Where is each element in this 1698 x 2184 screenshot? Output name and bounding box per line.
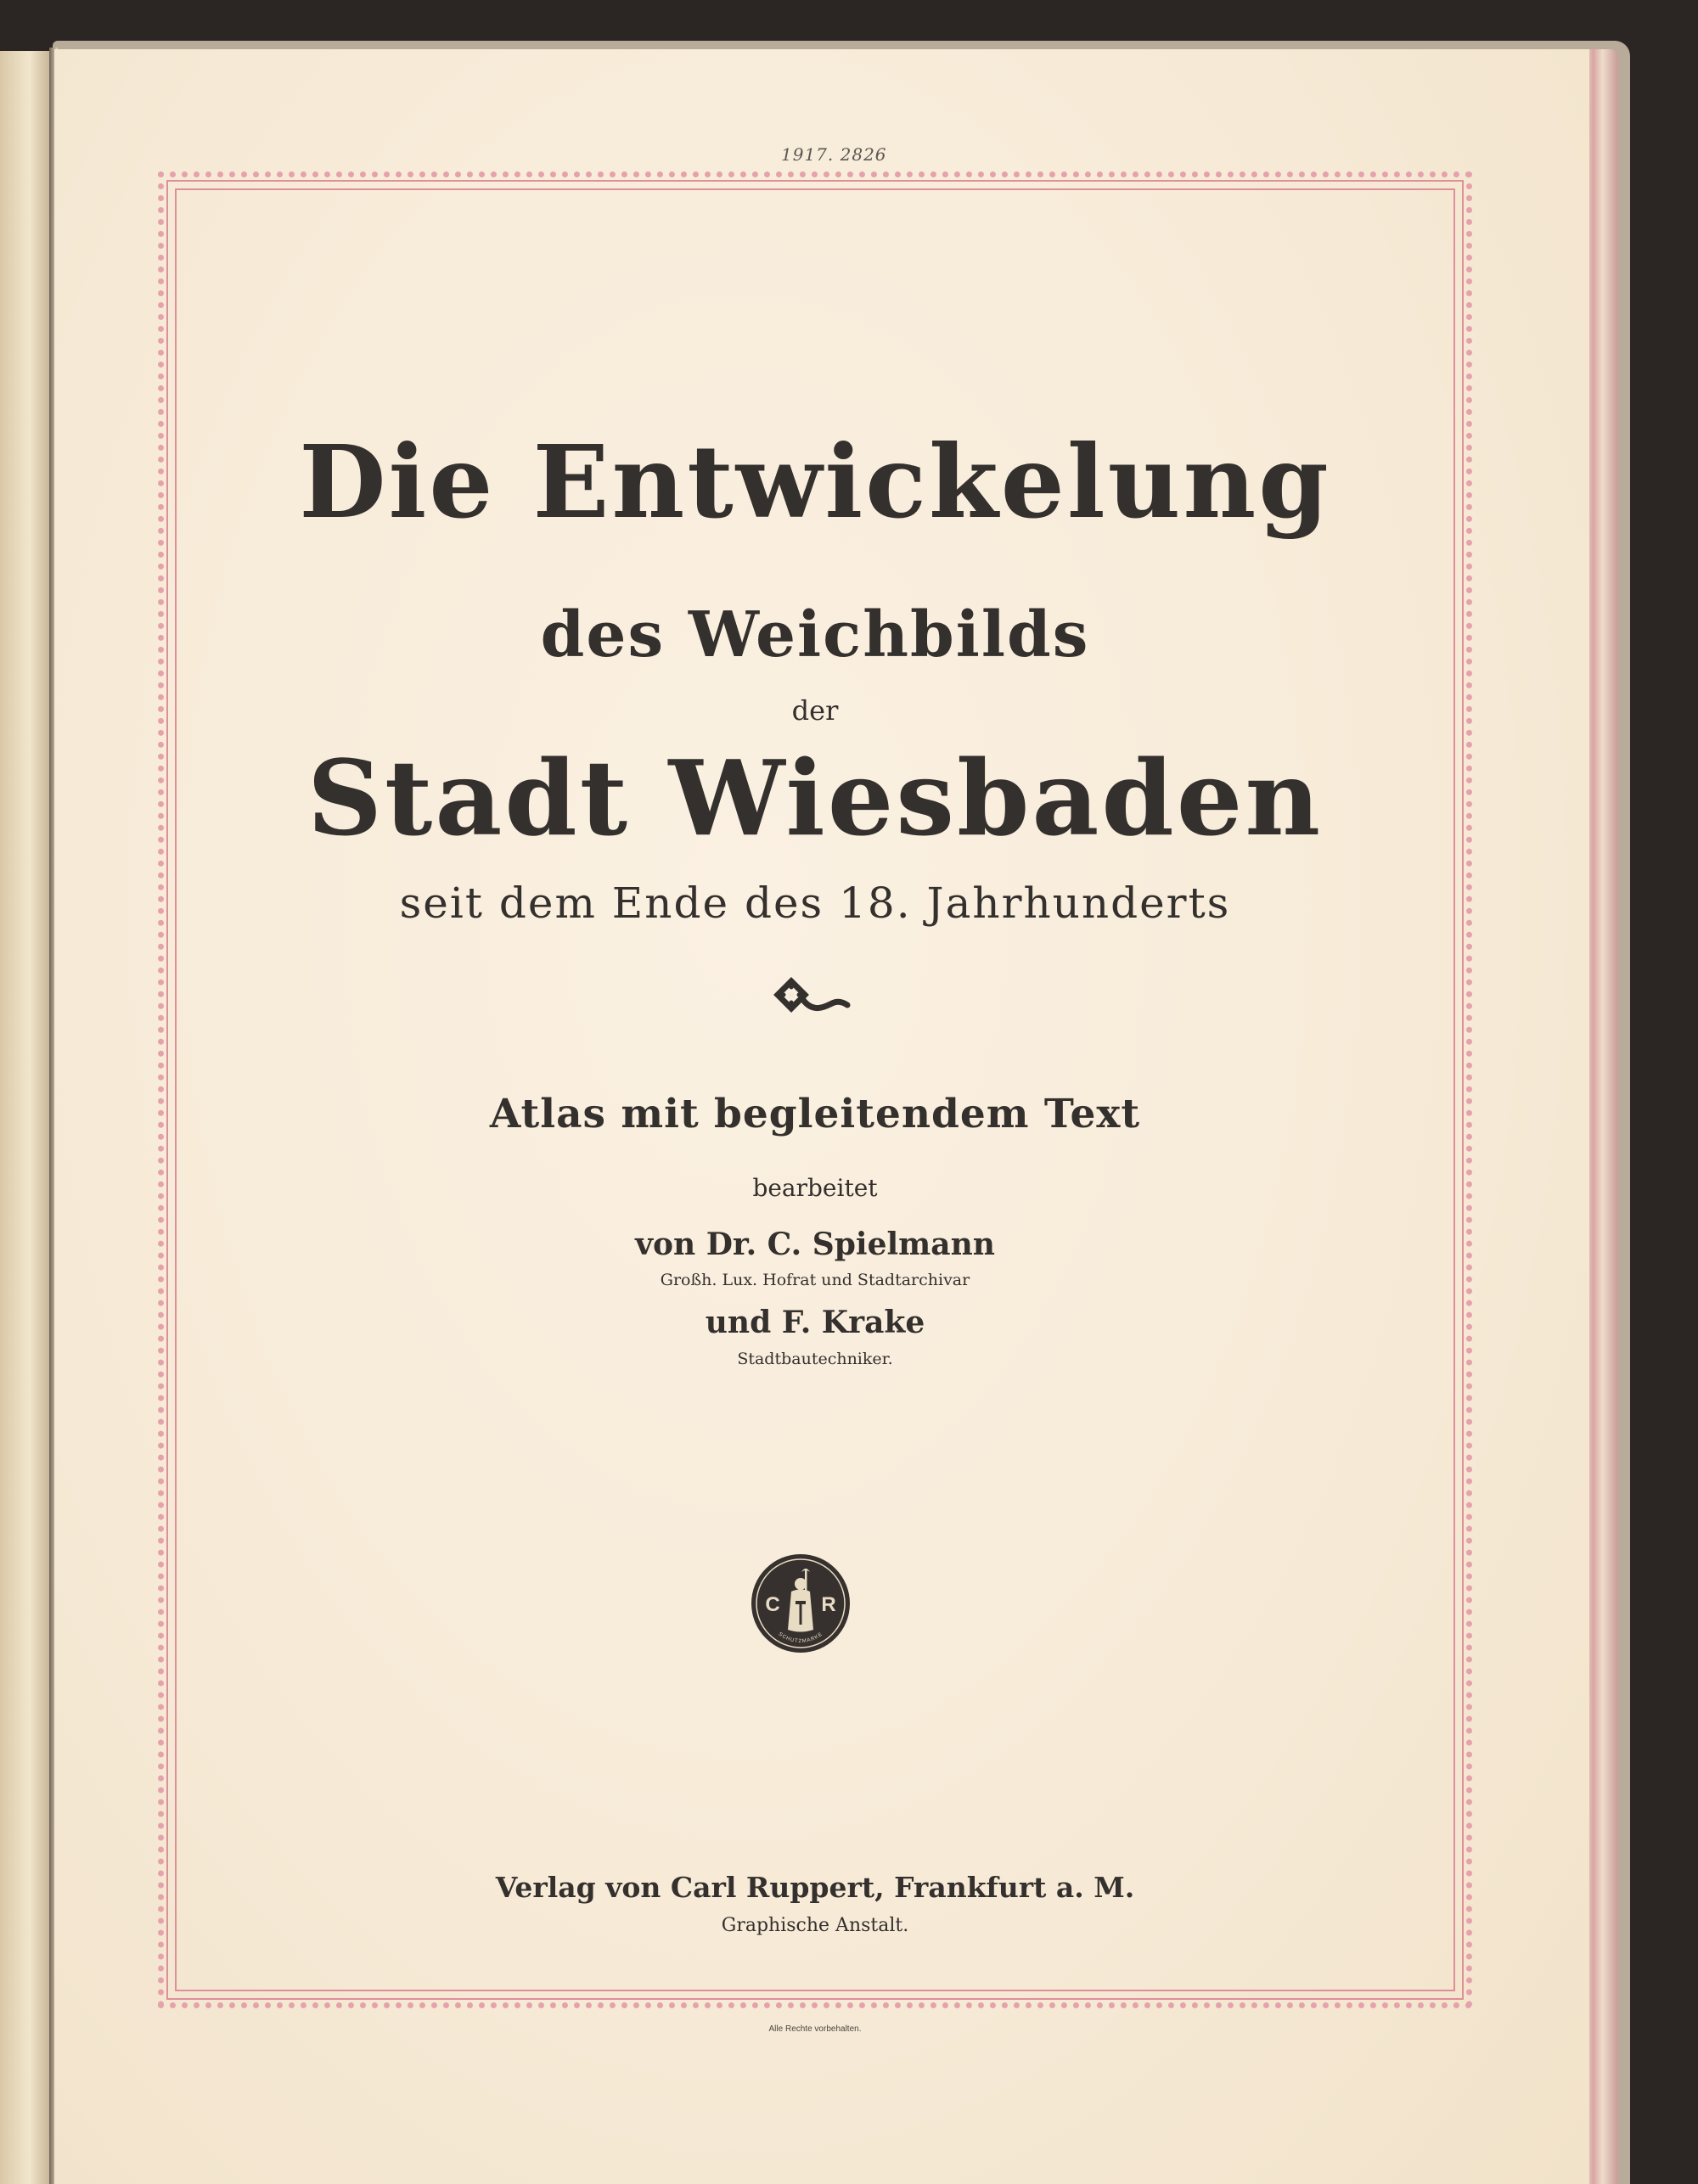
title-line-3: der [791, 694, 839, 727]
author-role: Großh. Lux. Hofrat und Stadtarchivar [660, 1271, 970, 1289]
facing-page-edge [0, 51, 49, 2184]
fleuron-ornament-icon [773, 974, 851, 1017]
title-line-1: Die Entwickelung [299, 423, 1331, 541]
author-name: und F. Krake [705, 1305, 925, 1340]
rights-note: Alle Rechte vorbehalten. [768, 2024, 862, 2034]
subtitle: Atlas mit begleitendem Text [489, 1091, 1141, 1137]
publisher-mark-letter: R [821, 1593, 836, 1616]
title-line-5: seit dem Ende des 18. Jahrhunderts [399, 879, 1231, 928]
publisher-line: Verlag von Carl Ruppert, Frankfurt a. M. [495, 1871, 1135, 1904]
edited-label: bearbeitet [752, 1174, 878, 1202]
publisher-subline: Graphische Anstalt. [721, 1915, 909, 1936]
author-name: von Dr. C. Spielmann [635, 1227, 995, 1262]
author-role: Stadtbautechniker. [737, 1350, 893, 1368]
publisher-mark-letter: C [765, 1593, 780, 1616]
publisher-logo-icon [749, 1552, 852, 1655]
title-line-2: des Weichbilds [540, 598, 1090, 671]
publisher-mark-ring-text: SCHUTZMARKE [777, 1631, 824, 1645]
title-line-4: Stadt Wiesbaden [306, 737, 1324, 859]
accession-number: 1917. 2826 [781, 144, 887, 165]
